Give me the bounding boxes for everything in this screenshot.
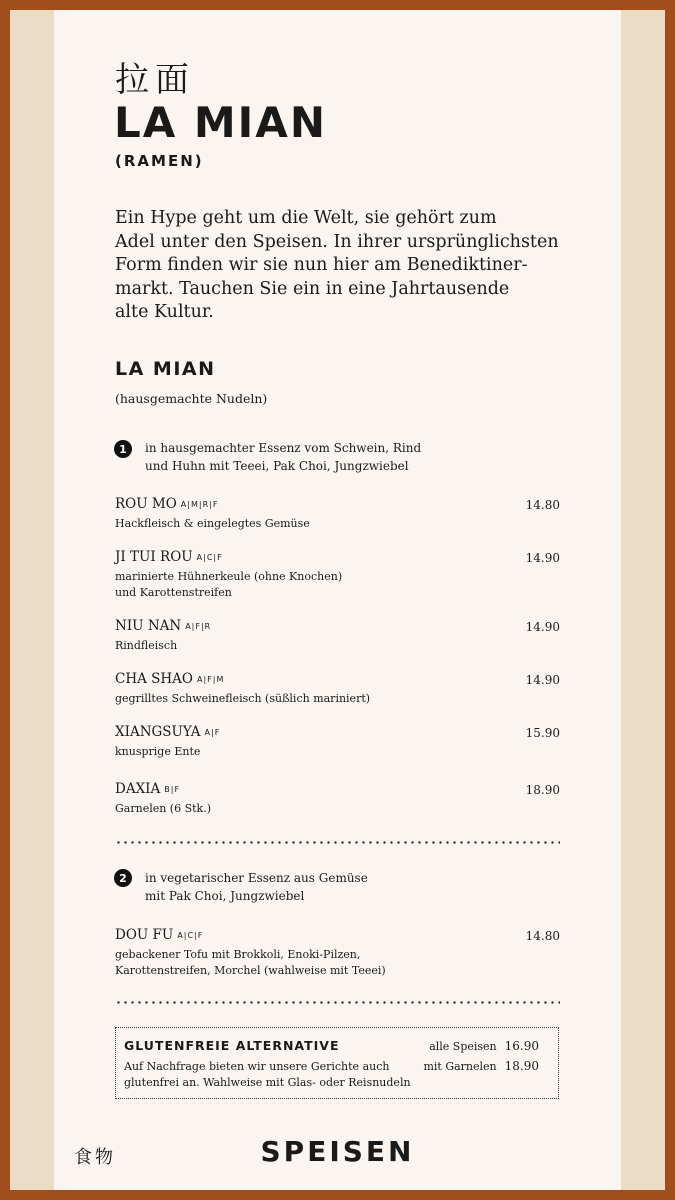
gluten-free-price-label: alle Speisen [429, 1040, 497, 1053]
menu-item-description [115, 801, 211, 817]
item-name-text: XIANGSUYA [115, 724, 201, 740]
menu-item-name [115, 724, 220, 740]
menu-item-description [115, 516, 310, 532]
gluten-free-price-value: 16.90 [504, 1039, 539, 1053]
item-name-text: NIU NAN [115, 618, 182, 634]
group-number-badge: 2 [114, 869, 132, 887]
footer-title: SPEISEN [260, 1135, 415, 1168]
gluten-free-text-line: glutenfrei an. Wahlweise mit Glas- oder Reisnudeln [124, 1076, 411, 1089]
menu-item-name [115, 618, 211, 634]
description-line: knusprige Ente [115, 745, 201, 758]
gluten-free-price-row [429, 1039, 539, 1053]
intro-line: alte Kultur. [115, 302, 214, 322]
gluten-free-text-line: Auf Nachfrage bieten wir unsere Gerichte auch [124, 1060, 390, 1073]
description-line: Hackfleisch & eingelegtes Gemüse [115, 517, 310, 530]
description-line: gebackener Tofu mit Brokkoli, Enoki-Pilzen, [115, 948, 361, 961]
menu-item-price: 15.90 [525, 726, 560, 740]
section-subtitle: (hausgemachte Nudeln) [115, 391, 268, 406]
group-number-badge: 1 [114, 440, 132, 458]
intro-line: markt. Tauchen Sie ein in eine Jahrtausende [115, 278, 510, 299]
page-subtitle: (RAMEN) [115, 152, 204, 170]
menu-item-description [115, 691, 370, 707]
allergen-codes: A|F|R [185, 622, 212, 631]
menu-item-description [115, 638, 177, 654]
section-title: LA MIAN [115, 358, 216, 380]
group-note-line: in hausgemachter Essenz vom Schwein, Rind [145, 441, 422, 455]
allergen-codes: A|F [204, 728, 221, 737]
description-line: Garnelen (6 Stk.) [115, 802, 212, 815]
intro-line: Form finden wir sie nun hier am Benediktiner- [115, 255, 528, 275]
gluten-free-price-label: mit Garnelen [423, 1060, 497, 1073]
menu-item-name [115, 781, 180, 797]
menu-item-name [115, 496, 218, 512]
description-line: Rindfleisch [115, 639, 178, 652]
menu-item-price: 14.90 [525, 551, 560, 565]
menu-item-price: 14.80 [525, 498, 560, 512]
title-chinese: 拉面 [115, 60, 195, 100]
group-note-line: und Huhn mit Teeei, Pak Choi, Jungzwiebel [145, 459, 409, 473]
description-line: gegrilltes Schweinefleisch (süßlich mariniert) [115, 692, 371, 705]
description-line: und Karottenstreifen [115, 586, 232, 599]
group-note-line: mit Pak Choi, Jungzwiebel [145, 889, 305, 903]
dotted-divider [115, 1001, 560, 1004]
allergen-codes: A|C|F [177, 931, 204, 940]
menu-item-description [115, 569, 342, 601]
allergen-codes: B|F [164, 785, 181, 794]
item-name-text: DOU FU [115, 927, 174, 943]
menu-item-price: 14.90 [525, 620, 560, 634]
group-note [145, 439, 421, 475]
menu-item-name [115, 671, 224, 687]
dotted-divider [115, 841, 560, 844]
allergen-codes: A|C|F [196, 553, 223, 562]
description-line: Karottenstreifen, Morchel (wahlweise mit Teeei) [115, 964, 386, 977]
gluten-free-price-value: 18.90 [504, 1059, 539, 1073]
menu-item-description [115, 947, 386, 979]
allergen-codes: A|M|R|F [180, 500, 219, 509]
description-line: marinierte Hühnerkeule (ohne Knochen) [115, 570, 343, 583]
menu-item-price: 14.90 [525, 673, 560, 687]
gluten-free-title: GLUTENFREIE ALTERNATIVE [124, 1038, 340, 1053]
menu-item-name [115, 927, 203, 943]
intro-text [115, 207, 575, 325]
footer-chinese: 食物 [74, 1147, 116, 1168]
intro-line: Ein Hype geht um die Welt, sie gehört zum [115, 208, 497, 228]
item-name-text: JI TUI ROU [115, 549, 193, 565]
item-name-text: DAXIA [115, 781, 161, 797]
gluten-free-price-row [423, 1059, 539, 1073]
group-note-line: in vegetarischer Essenz aus Gemüse [145, 871, 368, 885]
allergen-codes: A|F|M [196, 675, 225, 684]
gluten-free-text [124, 1059, 411, 1091]
group-note [145, 869, 368, 905]
item-name-text: CHA SHAO [115, 671, 193, 687]
menu-item-description [115, 744, 200, 760]
item-name-text: ROU MO [115, 496, 177, 512]
menu-item-name [115, 549, 223, 565]
intro-line: Adel unter den Speisen. In ihrer ursprünglichsten [115, 231, 559, 252]
menu-item-price: 18.90 [525, 783, 560, 797]
menu-item-price: 14.80 [525, 929, 560, 943]
page-title: LA MIAN [114, 98, 327, 147]
